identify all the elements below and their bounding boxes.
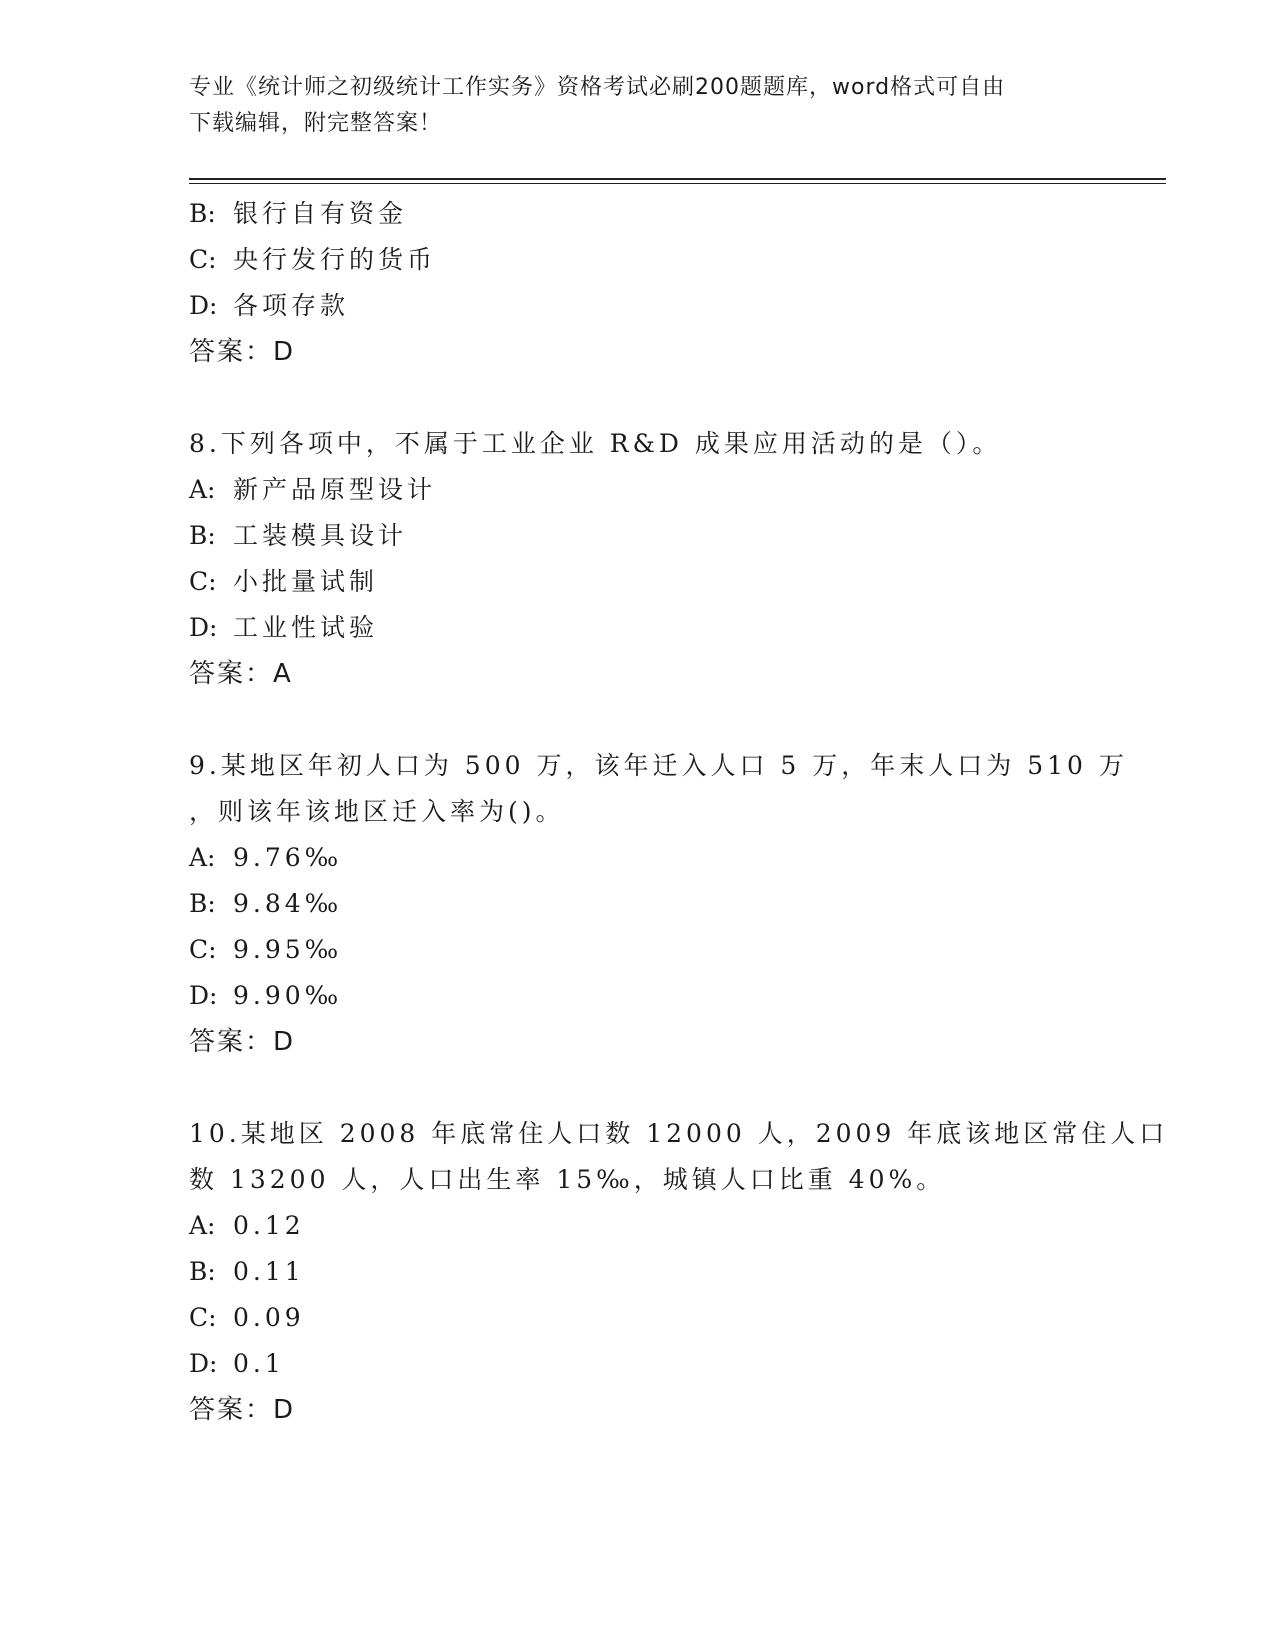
option-b: B: 银行自有资金 — [189, 199, 408, 228]
option-c: C: 小批量试制 — [189, 567, 379, 596]
header-line-1: 专业《统计师之初级统计工作实务》资格考试必刷200题题库，word格式可自由 — [189, 75, 1006, 100]
option-b: B: 工装模具设计 — [189, 521, 408, 550]
question-10-stem-line-2: 数 13200 人，人口出生率 15‰，城镇人口比重 40%。 — [189, 1165, 946, 1194]
option-a: A: 新产品原型设计 — [189, 475, 437, 504]
option-c: C: 央行发行的货币 — [189, 245, 437, 274]
option-c: C: 0.09 — [189, 1303, 305, 1332]
question-9-stem-line-1: 9.某地区年初人口为 500 万，该年迁入人口 5 万，年末人口为 510 万 — [189, 751, 1128, 780]
header-rule-thick — [189, 178, 1166, 180]
option-a: A: 0.12 — [189, 1211, 305, 1240]
answer: 答案：D — [189, 1027, 296, 1057]
option-d: D: 0.1 — [189, 1349, 285, 1378]
question-10-stem-line-1: 10.某地区 2008 年底常住人口数 12000 人，2009 年底该地区常住人口 — [189, 1119, 1169, 1148]
question-8-stem: 8.下列各项中，不属于工业企业 R&D 成果应用活动的是（）。 — [189, 429, 1002, 458]
header-line-2: 下载编辑，附完整答案！ — [189, 111, 443, 136]
option-c: C: 9.95‰ — [189, 935, 343, 964]
question-9-stem-line-2: ，则该年该地区迁入率为()。 — [189, 797, 565, 826]
document-header — [189, 70, 1079, 142]
answer: 答案：A — [189, 659, 293, 689]
option-d: D: 各项存款 — [189, 291, 350, 320]
answer: 答案：D — [189, 1395, 296, 1425]
option-a: A: 9.76‰ — [189, 843, 343, 872]
option-d: D: 工业性试验 — [189, 613, 379, 642]
answer: 答案：D — [189, 337, 296, 367]
question-list — [189, 191, 1169, 1433]
option-b: B: 0.11 — [189, 1257, 305, 1286]
option-d: D: 9.90‰ — [189, 981, 343, 1010]
header-rule-thin — [189, 183, 1166, 184]
option-b: B: 9.84‰ — [189, 889, 343, 918]
